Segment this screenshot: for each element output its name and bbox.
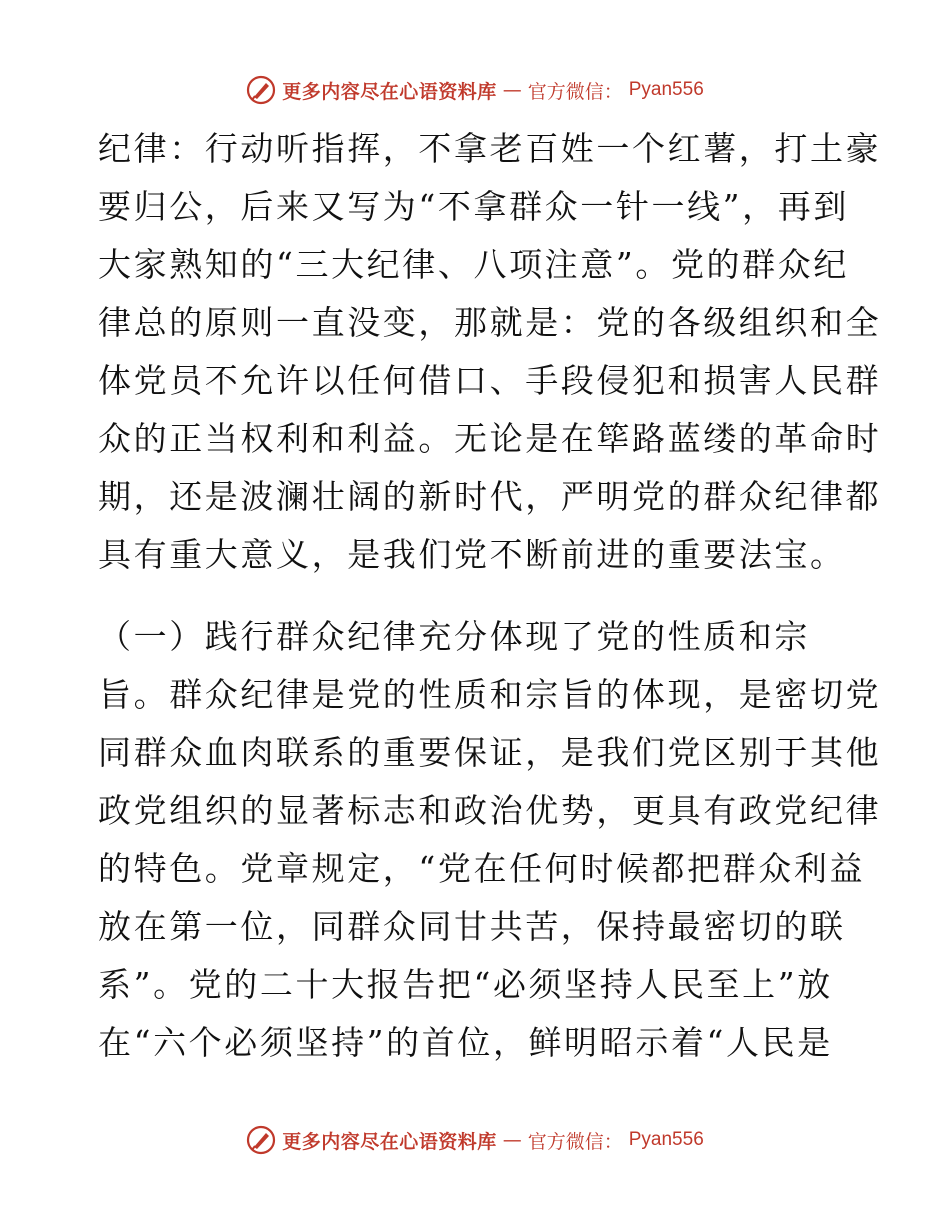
- text-line: 在“六个必须坚持”的首位，鲜明昭示着“人民是: [98, 1023, 833, 1062]
- footer-banner-text: 更多内容尽在心语资料库: [282, 1130, 497, 1153]
- paragraph-1: [98, 120, 882, 584]
- text-line: 期，还是波澜壮阔的新时代，严明党的群众纪律都: [98, 477, 882, 516]
- paragraph-2: [98, 608, 882, 1072]
- header-banner-separator: —: [502, 79, 522, 101]
- quill-seal-logo-icon: [246, 1125, 276, 1155]
- header-banner-account: Pyan556: [628, 79, 704, 100]
- quill-seal-logo-icon: [246, 75, 276, 105]
- footer-banner: [0, 1120, 950, 1160]
- header-banner-label: 官方微信：: [527, 80, 623, 103]
- text-line: 放在第一位，同群众同甘共苦，保持最密切的联: [98, 907, 846, 946]
- text-line: 旨。群众纪律是党的性质和宗旨的体现，是密切党: [98, 675, 882, 714]
- text-line: 要归公，后来又写为“不拿群众一针一线”，再到: [98, 187, 849, 226]
- text-line: 众的正当权利和利益。无论是在筚路蓝缕的革命时: [98, 419, 882, 458]
- footer-banner-account: Pyan556: [628, 1129, 704, 1150]
- text-line: 同群众血肉联系的重要保证，是我们党区别于其他: [98, 733, 882, 772]
- text-line: 政党组织的显著标志和政治优势，更具有政党纪律: [98, 791, 882, 830]
- header-banner: [0, 70, 950, 110]
- text-line: 体党员不允许以任何借口、手段侵犯和损害人民群: [98, 361, 882, 400]
- text-line: 的特色。党章规定，“党在任何时候都把群众利益: [98, 849, 866, 888]
- text-line: 大家熟知的“三大纪律、八项注意”。党的群众纪: [98, 245, 849, 284]
- text-line: 律总的原则一直没变，那就是：党的各级组织和全: [98, 303, 882, 342]
- text-line: （一）践行群众纪律充分体现了党的性质和宗: [98, 617, 810, 656]
- text-line: 纪律：行动听指挥，不拿老百姓一个红薯，打土豪: [98, 129, 882, 168]
- text-line: 系”。党的二十大报告把“必须坚持人民至上”放: [98, 965, 833, 1004]
- header-banner-text: 更多内容尽在心语资料库: [282, 80, 497, 103]
- document-body: [98, 120, 882, 1072]
- footer-banner-label: 官方微信：: [527, 1130, 623, 1153]
- footer-banner-separator: —: [502, 1129, 522, 1151]
- paragraph-gap: [98, 584, 858, 608]
- text-line: 具有重大意义，是我们党不断前进的重要法宝。: [98, 535, 846, 574]
